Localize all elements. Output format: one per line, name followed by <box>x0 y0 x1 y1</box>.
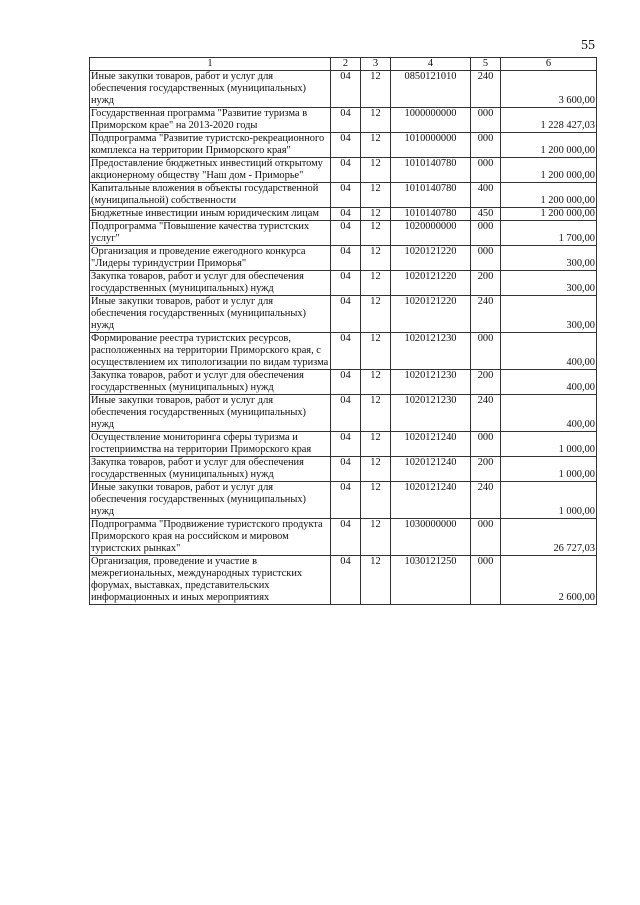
amount-cell: 400,00 <box>501 370 597 395</box>
section-code-cell: 04 <box>331 333 361 370</box>
row-name-cell: Закупка товаров, работ и услуг для обеспечения государственных (муниципальных) нужд <box>90 271 331 296</box>
header-cell: 5 <box>471 58 501 71</box>
table-row <box>90 71 597 108</box>
section-code-cell: 04 <box>331 158 361 183</box>
section-code-cell: 04 <box>331 71 361 108</box>
expense-type-code-cell: 000 <box>471 158 501 183</box>
target-article-code-cell: 1020121240 <box>391 432 471 457</box>
row-name-cell: Закупка товаров, работ и услуг для обеспечения государственных (муниципальных) нужд <box>90 457 331 482</box>
target-article-code-cell: 1020121220 <box>391 296 471 333</box>
row-name-cell: Организация и проведение ежегодного конкурса "Лидеры туриндустрии Приморья" <box>90 246 331 271</box>
subsection-code-cell: 12 <box>361 271 391 296</box>
section-code-cell: 04 <box>331 395 361 432</box>
row-name-cell: Закупка товаров, работ и услуг для обеспечения государственных (муниципальных) нужд <box>90 370 331 395</box>
row-name-cell: Организация, проведение и участие в межрегиональных, международных туристских форумах, выставках, представительских информационных и иных мероприятиях <box>90 556 331 605</box>
table-row <box>90 482 597 519</box>
section-code-cell: 04 <box>331 133 361 158</box>
table-row <box>90 221 597 246</box>
amount-cell: 26 727,03 <box>501 519 597 556</box>
expense-type-code-cell: 000 <box>471 221 501 246</box>
expense-type-code-cell: 200 <box>471 370 501 395</box>
expense-type-code-cell: 240 <box>471 296 501 333</box>
subsection-code-cell: 12 <box>361 519 391 556</box>
section-code-cell: 04 <box>331 271 361 296</box>
amount-cell: 1 700,00 <box>501 221 597 246</box>
section-code-cell: 04 <box>331 519 361 556</box>
table-row <box>90 556 597 605</box>
target-article-code-cell: 1000000000 <box>391 108 471 133</box>
subsection-code-cell: 12 <box>361 71 391 108</box>
section-code-cell: 04 <box>331 183 361 208</box>
amount-cell: 1 200 000,00 <box>501 183 597 208</box>
section-code-cell: 04 <box>331 296 361 333</box>
table-row <box>90 108 597 133</box>
header-cell: 2 <box>331 58 361 71</box>
target-article-code-cell: 1010140780 <box>391 183 471 208</box>
subsection-code-cell: 12 <box>361 432 391 457</box>
expense-type-code-cell: 200 <box>471 457 501 482</box>
table-header-row <box>90 58 597 71</box>
header-cell: 3 <box>361 58 391 71</box>
target-article-code-cell: 1010000000 <box>391 133 471 158</box>
table-row <box>90 246 597 271</box>
table-row <box>90 208 597 221</box>
subsection-code-cell: 12 <box>361 482 391 519</box>
amount-cell: 300,00 <box>501 296 597 333</box>
target-article-code-cell: 1030000000 <box>391 519 471 556</box>
amount-cell: 1 200 000,00 <box>501 133 597 158</box>
header-cell: 1 <box>90 58 331 71</box>
row-name-cell: Иные закупки товаров, работ и услуг для обеспечения государственных (муниципальных) нужд <box>90 296 331 333</box>
target-article-code-cell: 0850121010 <box>391 71 471 108</box>
subsection-code-cell: 12 <box>361 246 391 271</box>
subsection-code-cell: 12 <box>361 457 391 482</box>
table-row <box>90 183 597 208</box>
section-code-cell: 04 <box>331 246 361 271</box>
header-cell: 4 <box>391 58 471 71</box>
section-code-cell: 04 <box>331 556 361 605</box>
section-code-cell: 04 <box>331 370 361 395</box>
subsection-code-cell: 12 <box>361 133 391 158</box>
amount-cell: 1 000,00 <box>501 482 597 519</box>
row-name-cell: Подпрограмма "Развитие туристско-рекреационного комплекса на территории Приморского края" <box>90 133 331 158</box>
row-name-cell: Подпрограмма "Повышение качества туристских услуг" <box>90 221 331 246</box>
expense-type-code-cell: 240 <box>471 395 501 432</box>
expense-type-code-cell: 000 <box>471 432 501 457</box>
header-cell: 6 <box>501 58 597 71</box>
amount-cell: 2 600,00 <box>501 556 597 605</box>
amount-cell: 1 228 427,03 <box>501 108 597 133</box>
amount-cell: 400,00 <box>501 395 597 432</box>
subsection-code-cell: 12 <box>361 158 391 183</box>
target-article-code-cell: 1020121220 <box>391 246 471 271</box>
table-row <box>90 519 597 556</box>
target-article-code-cell: 1020121230 <box>391 395 471 432</box>
table-row <box>90 432 597 457</box>
target-article-code-cell: 1020121230 <box>391 370 471 395</box>
amount-cell: 1 000,00 <box>501 457 597 482</box>
subsection-code-cell: 12 <box>361 108 391 133</box>
expense-type-code-cell: 000 <box>471 133 501 158</box>
expense-type-code-cell: 000 <box>471 556 501 605</box>
table-row <box>90 395 597 432</box>
subsection-code-cell: 12 <box>361 208 391 221</box>
expense-type-code-cell: 200 <box>471 271 501 296</box>
row-name-cell: Осуществление мониторинга сферы туризма и гостеприимства на территории Приморского края <box>90 432 331 457</box>
table-row <box>90 296 597 333</box>
row-name-cell: Государственная программа "Развитие туризма в Приморском крае" на 2013-2020 годы <box>90 108 331 133</box>
subsection-code-cell: 12 <box>361 556 391 605</box>
row-name-cell: Капитальные вложения в объекты государственной (муниципальной) собственности <box>90 183 331 208</box>
expense-type-code-cell: 000 <box>471 519 501 556</box>
amount-cell: 400,00 <box>501 333 597 370</box>
budget-table <box>89 57 597 605</box>
subsection-code-cell: 12 <box>361 333 391 370</box>
section-code-cell: 04 <box>331 457 361 482</box>
subsection-code-cell: 12 <box>361 296 391 333</box>
page-number: 55 <box>581 38 595 53</box>
expense-type-code-cell: 000 <box>471 108 501 133</box>
table-row <box>90 133 597 158</box>
expense-type-code-cell: 450 <box>471 208 501 221</box>
section-code-cell: 04 <box>331 108 361 133</box>
target-article-code-cell: 1010140780 <box>391 208 471 221</box>
section-code-cell: 04 <box>331 432 361 457</box>
subsection-code-cell: 12 <box>361 183 391 208</box>
amount-cell: 1 000,00 <box>501 432 597 457</box>
expense-type-code-cell: 240 <box>471 482 501 519</box>
section-code-cell: 04 <box>331 221 361 246</box>
row-name-cell: Формирование реестра туристских ресурсов, расположенных на территории Приморского края, с осуществлением их типологизации по видам туризма <box>90 333 331 370</box>
target-article-code-cell: 1020121220 <box>391 271 471 296</box>
table-row <box>90 457 597 482</box>
amount-cell: 300,00 <box>501 246 597 271</box>
subsection-code-cell: 12 <box>361 221 391 246</box>
subsection-code-cell: 12 <box>361 370 391 395</box>
expense-type-code-cell: 000 <box>471 246 501 271</box>
target-article-code-cell: 1020121230 <box>391 333 471 370</box>
target-article-code-cell: 1020121240 <box>391 457 471 482</box>
target-article-code-cell: 1020000000 <box>391 221 471 246</box>
row-name-cell: Иные закупки товаров, работ и услуг для обеспечения государственных (муниципальных) нужд <box>90 71 331 108</box>
expense-type-code-cell: 400 <box>471 183 501 208</box>
table-row <box>90 158 597 183</box>
target-article-code-cell: 1020121240 <box>391 482 471 519</box>
section-code-cell: 04 <box>331 482 361 519</box>
subsection-code-cell: 12 <box>361 395 391 432</box>
row-name-cell: Предоставление бюджетных инвестиций открытому акционерному обществу "Наш дом - Приморье" <box>90 158 331 183</box>
amount-cell: 3 600,00 <box>501 71 597 108</box>
expense-type-code-cell: 000 <box>471 333 501 370</box>
row-name-cell: Подпрограмма "Продвижение туристского продукта Приморского края на российском и мировом туристских рынках" <box>90 519 331 556</box>
row-name-cell: Иные закупки товаров, работ и услуг для обеспечения государственных (муниципальных) нужд <box>90 395 331 432</box>
table-row <box>90 333 597 370</box>
expense-type-code-cell: 240 <box>471 71 501 108</box>
target-article-code-cell: 1030121250 <box>391 556 471 605</box>
row-name-cell: Бюджетные инвестиции иным юридическим лицам <box>90 208 331 221</box>
amount-cell: 1 200 000,00 <box>501 158 597 183</box>
table-row <box>90 271 597 296</box>
row-name-cell: Иные закупки товаров, работ и услуг для обеспечения государственных (муниципальных) нужд <box>90 482 331 519</box>
section-code-cell: 04 <box>331 208 361 221</box>
table-row <box>90 370 597 395</box>
amount-cell: 1 200 000,00 <box>501 208 597 221</box>
amount-cell: 300,00 <box>501 271 597 296</box>
target-article-code-cell: 1010140780 <box>391 158 471 183</box>
